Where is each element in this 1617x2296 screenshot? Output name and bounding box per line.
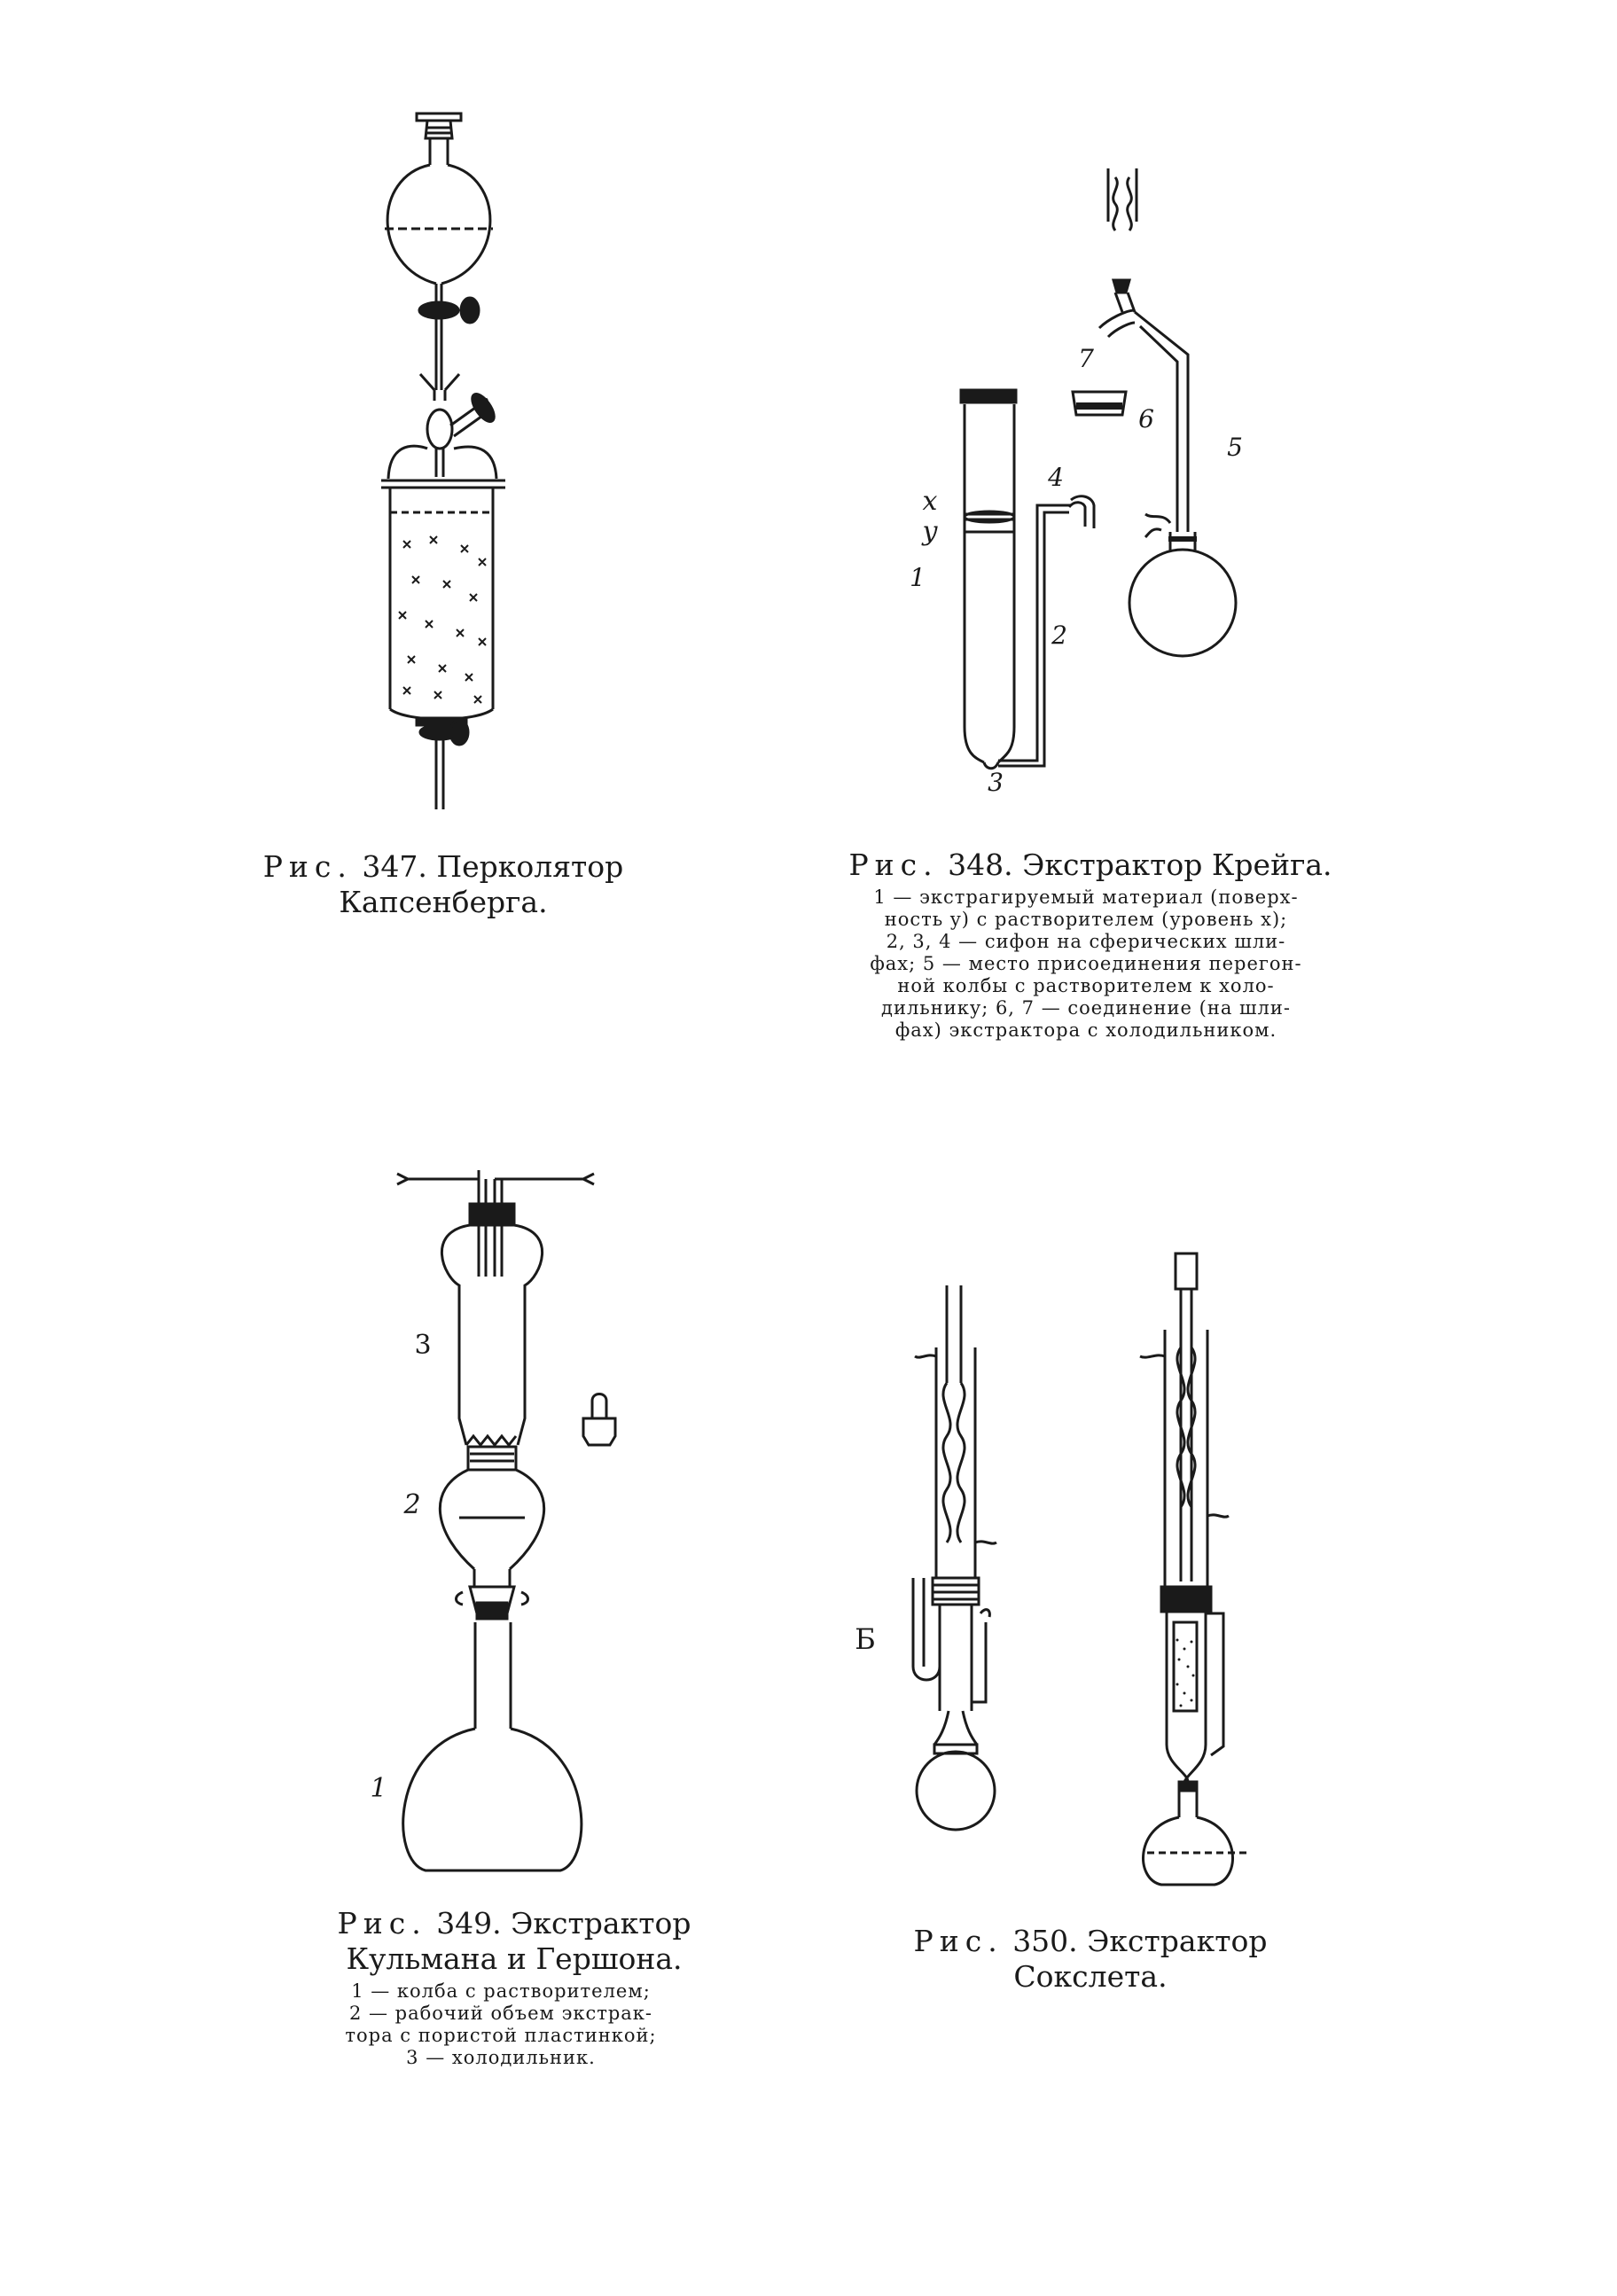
legend-349-line: тора с пористой пластинкой; (345, 2025, 657, 2046)
caption-347-line2: Капсенберга. (339, 885, 548, 919)
fig349-label-2: 2 (403, 1489, 421, 1520)
legend-348 (816, 886, 1356, 1042)
legend-348-line: фах) экстрактора с холодильником. (894, 1019, 1277, 1041)
legend-349-line: 1 — колба с растворителем; (351, 1980, 651, 2002)
fig348-label-1: 1 (910, 563, 926, 592)
caption-350-number: 350. (1012, 1924, 1078, 1958)
caption-348-prefix: Рис. (848, 847, 939, 882)
caption-349-line2: Кульмана и Гершона. (346, 1941, 683, 1976)
legend-349 (310, 1980, 691, 2069)
legend-348-line: 2, 3, 4 — сифон на сферических шли- (886, 931, 1286, 952)
caption-350-prefix: Рис. (913, 1924, 1004, 1958)
caption-348-number: 348. (948, 847, 1013, 882)
caption-349-line1: Экстрактор (511, 1906, 691, 1941)
caption-350-line2: Сокслета. (1013, 1959, 1168, 1994)
fig348-label-2: 2 (1051, 621, 1067, 650)
fig348-label-x: x (922, 486, 938, 517)
caption-347-number: 347. (362, 849, 427, 884)
caption-347-line1: Перколятор (436, 849, 624, 884)
fig348-label-6: 6 (1138, 404, 1154, 433)
caption-350-line1: Экстрактор (1087, 1924, 1268, 1958)
figure-350-soxhlet-right-drawing (1126, 1250, 1285, 1888)
caption-348-line1: Экстрактор Крейга. (1022, 847, 1332, 882)
caption-349-prefix: Рис. (337, 1906, 427, 1941)
legend-348-line: дильнику; 6, 7 — соединение (на шли- (881, 997, 1291, 1019)
figure-348-craig-extractor-drawing (895, 160, 1303, 807)
caption-349 (266, 1906, 762, 1977)
fig350-label-b: Б (855, 1622, 876, 1656)
fig349-label-1: 1 (370, 1773, 387, 1804)
legend-349-line: 2 — рабочий объем экстрак- (348, 2003, 653, 2024)
figure-350-soxhlet-left-drawing (878, 1277, 1055, 1879)
legend-348-line: 1 — экстрагируемый материал (поверх- (873, 886, 1299, 908)
figure-349-kuhlmann-gershon-drawing (390, 1152, 674, 1906)
legend-348-line: ность y) с растворителем (уровень x); (884, 909, 1288, 930)
caption-347 (213, 849, 674, 920)
fig348-label-y: y (922, 516, 938, 547)
fig348-label-4: 4 (1048, 463, 1064, 492)
fig348-label-3: 3 (988, 768, 1004, 797)
legend-349-line: 3 — холодильник. (406, 2047, 596, 2068)
fig348-label-5: 5 (1227, 433, 1243, 462)
caption-349-number: 349. (436, 1906, 502, 1941)
legend-348-line: фах; 5 — место присоединения перегон- (870, 953, 1302, 974)
caption-350 (878, 1924, 1303, 1995)
fig348-label-7: 7 (1078, 344, 1094, 373)
figure-347-percolator-drawing (355, 98, 532, 816)
legend-348-line: ной колбы с растворителем к холо- (897, 975, 1275, 996)
fig349-label-3: 3 (414, 1330, 432, 1361)
caption-348 (807, 847, 1374, 883)
caption-347-prefix: Рис. (262, 849, 353, 884)
